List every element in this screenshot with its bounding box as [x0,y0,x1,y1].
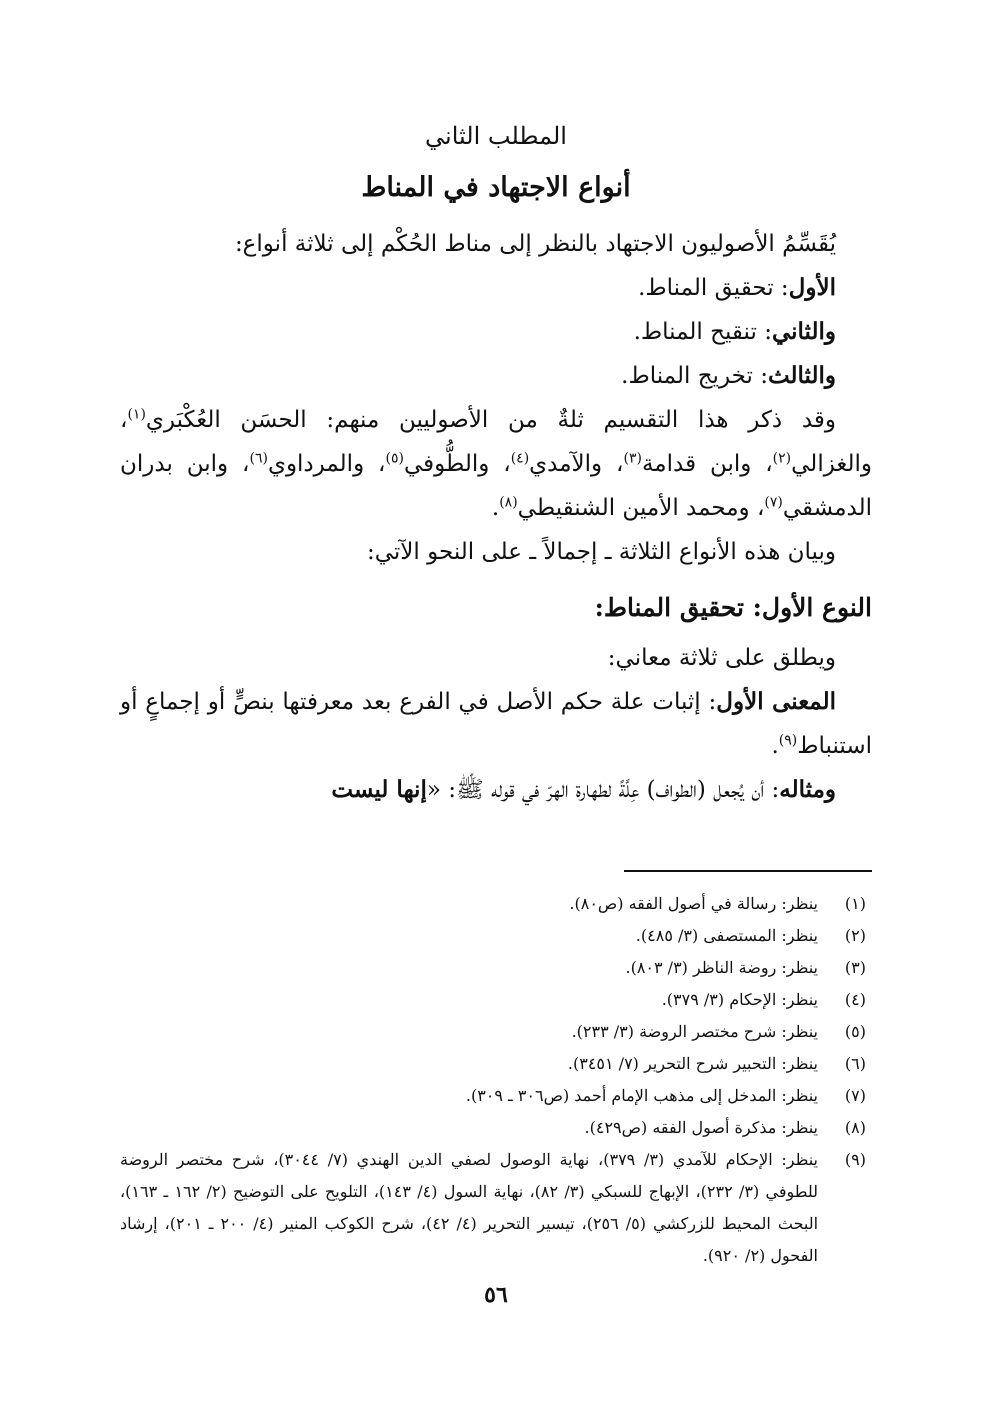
type-text: تحقيق المناط. [638,275,774,301]
type-text: تخريج المناط. [621,363,753,389]
footnote-ref[interactable]: (٣) [623,450,642,467]
chapter-title: أنواع الاجتهاد في المناط [361,172,631,203]
type-label: والثالث [767,362,836,389]
footnote-ref[interactable]: (٩) [778,732,798,749]
footnote-number: (٥) [844,1022,866,1041]
footnote-divider [624,870,872,872]
example-text: أن يُجعل (الطواف) عِلَّةً لطهارة الهرّ في قوله ﷺ: « [426,777,765,803]
footnote-ref[interactable]: (٧) [764,494,783,511]
meaning-label: المعنى الأول [716,688,837,715]
scholars-text: ، والطُّوفي [403,451,511,477]
book-page [120,0,872,1417]
footnote-item [120,1016,872,1048]
footnote-item [120,952,872,984]
footnote-item [120,1112,872,1144]
type-separator: : [756,319,772,345]
footnote-item [120,888,872,920]
footnote-number: (٤) [844,990,866,1009]
scholars-text: ، وابن بدران الدمشقي [120,451,872,521]
footnote-number: (٣) [844,958,866,977]
subsection-separator: : [743,593,762,622]
scholars-text: ، والآمدي [529,451,624,477]
type-separator: : [752,363,768,389]
footnote-item [120,1144,872,1272]
meaning-end: . [771,733,779,759]
footnote-item [120,1080,872,1112]
footnote-text: ينظر: مذكرة أصول الفقه (ص٤٢٩). [584,1118,818,1137]
meaning-1-paragraph [120,680,872,768]
scholars-end: . [491,495,500,521]
footnote-text: ينظر: الإحكام (٣/ ٣٧٩). [661,990,818,1009]
footnote-ref[interactable]: (٦) [249,450,268,467]
footnote-text: ينظر: شرح مختصر الروضة (٣/ ٢٣٣). [571,1022,818,1041]
footnote-ref[interactable]: (٨) [499,494,518,511]
footnote-text: ينظر: روضة الناظر (٣/ ٨٠٣). [625,958,818,977]
intro-paragraph: يُقَسِّمُ الأصوليون الاجتهاد بالنظر إلى مناط الحُكْم إلى ثلاثة أنواع: [234,231,836,257]
scholars-text: ، والمرداوي [267,451,386,477]
scholars-paragraph [120,398,872,530]
subsection-name: تحقيق المناط: [594,593,744,622]
footnote-ref[interactable]: (٤) [510,450,530,467]
meanings-intro: ويطلق على ثلاثة معاني: [607,645,836,671]
footnotes [120,888,872,1272]
footnote-ref[interactable]: (١) [127,406,146,423]
footnote-ref[interactable]: (٢) [772,450,792,467]
type-label: الأول [788,274,836,301]
footnote-text: ينظر: التحبير شرح التحرير (٧/ ٣٤٥١). [567,1054,818,1073]
subsection-title [120,586,872,630]
example-paragraph [120,768,872,812]
scholars-lead: وقد ذكر هذا التقسيم ثلةٌ من الأصوليين منهم: الحسَن العُكْبَري [145,407,836,433]
scholars-text: ، ومحمد الأمين الشنقيطي [517,495,765,521]
subsection-label: النوع الأول [761,593,872,622]
hadith-quote: إنها ليست [331,776,427,803]
footnote-text: ينظر: رسالة في أصول الفقه (ص٨٠). [569,894,818,913]
footnote-number: (٢) [844,926,866,945]
scholars-text: ، والغزالي [120,407,872,477]
footnote-number: (٨) [844,1118,866,1137]
footnote-item [120,1048,872,1080]
example-label: ومثاله [779,776,836,803]
section-heading: المطلب الثاني [425,122,567,150]
footnote-item [120,984,872,1016]
meaning-separator: : [700,689,717,715]
body-text [120,222,872,812]
footnote-number: (٩) [844,1150,866,1169]
type-item-1 [120,266,872,310]
footnote-number: (١) [844,894,866,913]
footnote-text: ينظر: الإحكام للآمدي (٣/ ٣٧٩)، نهاية الوصول لصفي الدين الهندي (٧/ ٣٠٤٤)، شرح مختصر الروضة للطوفي (٣/ ٢٣٢)، الإبهاج للسبكي (٣/ ٨٢)، نهاية السول (٤/ ١٤٣)، التلويح على التوضيح (٢/ ١٦٢ ـ ١٦٣)، البحث المحيط للزركشي (٥/ ٢٥٦)، تيسير التحرير (٤/ ٤٢)، شرح الكوكب المنير (٤/ ٢٠٠ ـ ٢٠١)، إرشاد الفحول (٢/ ٩٢٠). [120,1150,819,1265]
footnote-number: (٧) [844,1086,866,1105]
type-separator: : [773,275,789,301]
summary-paragraph: وبيان هذه الأنواع الثلاثة ـ إجمالاً ـ على النحو الآتي: [366,539,836,565]
scholars-text: ، وابن قدامة [641,451,773,477]
footnote-number: (٦) [844,1054,866,1073]
footnote-text: ينظر: المدخل إلى مذهب الإمام أحمد (ص٣٠٦ ـ ٣٠٩). [465,1086,818,1105]
type-label: والثاني [771,318,836,345]
footnote-item [120,920,872,952]
type-text: تنقيح المناط. [633,319,757,345]
type-item-3 [120,354,872,398]
footnote-ref[interactable]: (٥) [385,450,404,467]
example-separator: : [764,777,780,803]
type-item-2 [120,310,872,354]
footnote-text: ينظر: المستصفى (٣/ ٤٨٥). [635,926,818,945]
page-number: ٥٦ [484,1282,508,1308]
meaning-text: إثبات علة حكم الأصل في الفرع بعد معرفتها بنصٍّ أو إجماعٍ أو استنباط [120,689,872,759]
